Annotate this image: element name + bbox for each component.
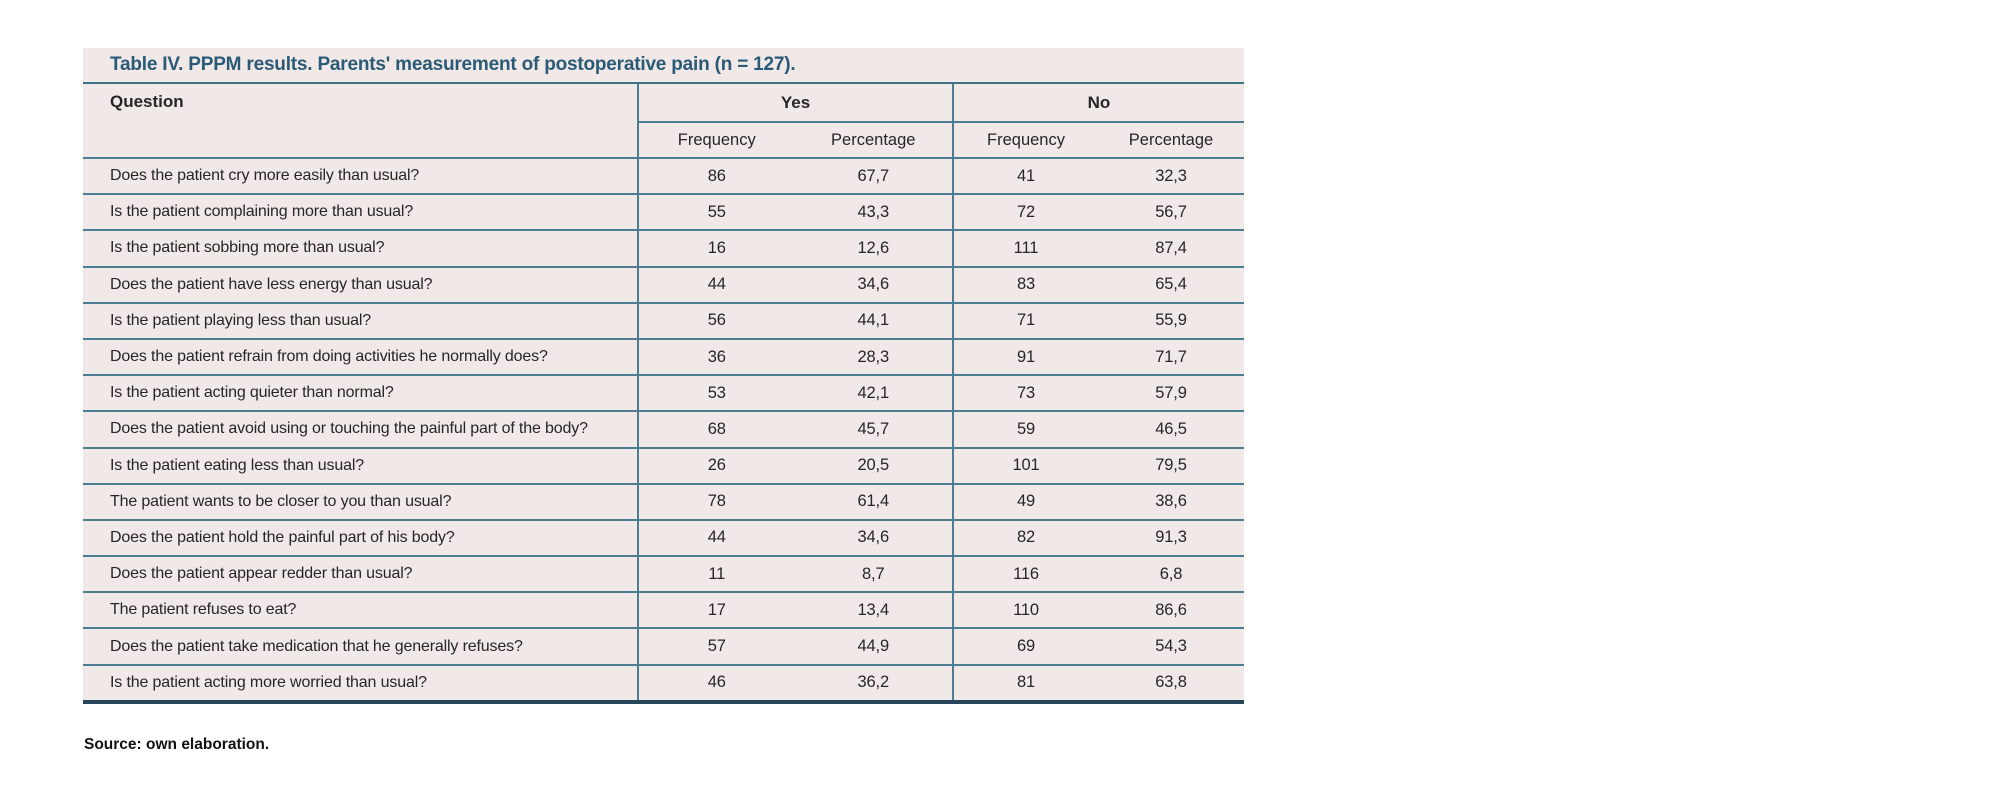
question-cell: Does the patient hold the painful part of his body? <box>110 528 455 546</box>
yes-frequency-cell: 55 <box>637 195 795 229</box>
yes-percentage-cell: 44,1 <box>857 311 889 330</box>
source-note: Source: own elaboration. <box>84 736 270 753</box>
no-frequency-cell: 72 <box>952 195 1098 229</box>
no-frequency-cell: 59 <box>952 412 1098 446</box>
table-row <box>83 229 1244 265</box>
yes-frequency-cell: 36 <box>637 340 795 374</box>
column-header-yes-percentage: Percentage <box>795 121 953 157</box>
yes-percentage-cell: 20,5 <box>857 456 889 475</box>
yes-frequency-cell: 53 <box>637 376 795 410</box>
question-cell: Is the patient acting quieter than normal? <box>110 384 394 402</box>
no-frequency-cell: 71 <box>952 304 1098 338</box>
no-percentage-cell: 32,3 <box>1155 166 1187 185</box>
yes-frequency-cell: 56 <box>637 304 795 338</box>
table-row <box>83 555 1244 591</box>
yes-percentage-cell: 45,7 <box>857 419 889 438</box>
yes-frequency-cell: 57 <box>637 629 795 663</box>
no-frequency-cell: 82 <box>952 521 1098 555</box>
no-frequency-cell: 73 <box>952 376 1098 410</box>
no-percentage-cell: 38,6 <box>1155 492 1187 511</box>
yes-frequency-cell: 44 <box>637 521 795 555</box>
yes-percentage-cell: 34,6 <box>857 275 889 294</box>
table-title-bar <box>83 48 1244 84</box>
question-cell: Is the patient complaining more than usual? <box>110 203 414 221</box>
question-cell: Does the patient have less energy than usual? <box>110 275 433 293</box>
question-cell: Does the patient take medication that he generally refuses? <box>110 637 523 655</box>
yes-frequency-cell: 78 <box>637 485 795 519</box>
no-frequency-cell: 110 <box>952 593 1098 627</box>
pppm-results-table <box>83 48 1244 704</box>
no-frequency-cell: 49 <box>952 485 1098 519</box>
question-cell: Is the patient eating less than usual? <box>110 456 365 474</box>
no-frequency-cell: 41 <box>952 159 1098 193</box>
table-row <box>83 519 1244 555</box>
yes-percentage-cell: 28,3 <box>857 347 889 366</box>
table-row <box>83 338 1244 374</box>
table-row <box>83 193 1244 229</box>
yes-frequency-cell: 17 <box>637 593 795 627</box>
column-header-yes: Yes <box>637 84 952 121</box>
table-row <box>83 627 1244 663</box>
yes-frequency-cell: 26 <box>637 449 795 483</box>
table-body <box>83 157 1244 700</box>
question-cell: Does the patient appear redder than usual? <box>110 565 413 583</box>
no-percentage-cell: 6,8 <box>1159 564 1183 583</box>
question-cell: The patient wants to be closer to you than usual? <box>110 492 452 510</box>
table-row <box>83 664 1244 700</box>
no-percentage-cell: 63,8 <box>1155 673 1187 692</box>
no-frequency-cell: 111 <box>952 231 1098 265</box>
question-cell: Is the patient sobbing more than usual? <box>110 239 385 257</box>
yes-percentage-cell: 34,6 <box>857 528 889 547</box>
yes-frequency-cell: 86 <box>637 159 795 193</box>
column-header-no-percentage: Percentage <box>1098 121 1244 157</box>
yes-percentage-cell: 43,3 <box>857 202 889 221</box>
question-cell: Is the patient acting more worried than usual? <box>110 673 427 691</box>
yes-percentage-cell: 36,2 <box>857 673 889 692</box>
no-percentage-cell: 71,7 <box>1155 347 1187 366</box>
question-cell: The patient refuses to eat? <box>110 601 297 619</box>
no-frequency-cell: 91 <box>952 340 1098 374</box>
no-percentage-cell: 56,7 <box>1155 202 1187 221</box>
no-frequency-cell: 81 <box>952 666 1098 700</box>
table-header <box>83 84 1244 157</box>
no-percentage-cell: 55,9 <box>1155 311 1187 330</box>
no-frequency-cell: 101 <box>952 449 1098 483</box>
question-cell: Is the patient playing less than usual? <box>110 311 371 329</box>
question-cell: Does the patient refrain from doing activities he normally does? <box>110 348 548 366</box>
column-header-no-frequency: Frequency <box>952 121 1098 157</box>
no-percentage-cell: 87,4 <box>1155 238 1187 257</box>
table-row <box>83 447 1244 483</box>
no-percentage-cell: 91,3 <box>1155 528 1187 547</box>
table-row <box>83 266 1244 302</box>
table-row <box>83 374 1244 410</box>
no-percentage-cell: 79,5 <box>1155 456 1187 475</box>
no-percentage-cell: 65,4 <box>1155 275 1187 294</box>
column-header-question: Question <box>110 92 184 111</box>
yes-percentage-cell: 42,1 <box>857 383 889 402</box>
no-frequency-cell: 116 <box>952 557 1098 591</box>
table-row <box>83 483 1244 519</box>
no-percentage-cell: 57,9 <box>1155 383 1187 402</box>
yes-frequency-cell: 68 <box>637 412 795 446</box>
yes-percentage-cell: 8,7 <box>862 564 885 583</box>
yes-percentage-cell: 67,7 <box>857 166 889 185</box>
yes-percentage-cell: 61,4 <box>857 492 889 511</box>
yes-frequency-cell: 16 <box>637 231 795 265</box>
no-percentage-cell: 46,5 <box>1155 419 1187 438</box>
yes-frequency-cell: 46 <box>637 666 795 700</box>
question-cell: Does the patient avoid using or touching the painful part of the body? <box>110 420 588 438</box>
no-frequency-cell: 83 <box>952 268 1098 302</box>
yes-frequency-cell: 11 <box>637 557 795 591</box>
yes-percentage-cell: 12,6 <box>857 238 889 257</box>
yes-percentage-cell: 13,4 <box>857 600 889 619</box>
table-title: Table IV. PPPM results. Parents' measurement of postoperative pain (n = 127). <box>110 54 796 75</box>
table-row <box>83 410 1244 446</box>
column-header-yes-frequency: Frequency <box>637 121 795 157</box>
yes-percentage-cell: 44,9 <box>857 637 889 656</box>
yes-frequency-cell: 44 <box>637 268 795 302</box>
no-percentage-cell: 86,6 <box>1155 600 1187 619</box>
no-frequency-cell: 69 <box>952 629 1098 663</box>
question-cell: Does the patient cry more easily than usual? <box>110 167 420 185</box>
table-row <box>83 591 1244 627</box>
column-header-no: No <box>952 84 1244 121</box>
table-row <box>83 157 1244 193</box>
table-row <box>83 302 1244 338</box>
no-percentage-cell: 54,3 <box>1155 637 1187 656</box>
